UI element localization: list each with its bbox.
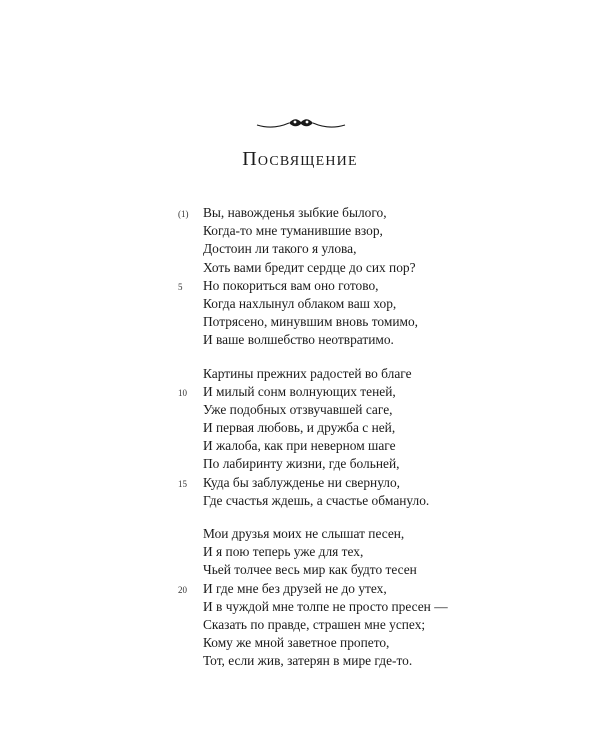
line-text: Сказать по правде, страшен мне успех; <box>203 616 426 632</box>
line-number: 10 <box>178 387 187 398</box>
line-text: Кому же мной заветное пропето, <box>203 635 390 651</box>
poem-line <box>178 204 583 222</box>
poem-line <box>203 259 583 277</box>
poem-line <box>178 580 583 598</box>
line-number: 15 <box>178 478 187 489</box>
stanza <box>178 525 583 671</box>
line-text: И в чуждой мне толпе не просто пресен — <box>203 598 448 614</box>
poem-line <box>203 543 583 561</box>
line-text: Мои друзья моих не слышат песен, <box>203 526 405 541</box>
poem-line <box>203 222 583 240</box>
poem-line <box>203 331 583 349</box>
poem-line <box>203 437 583 455</box>
line-text: Чьей толчее весь мир как будто тесен <box>203 562 417 578</box>
poem-line <box>203 295 583 313</box>
poem-line <box>203 492 583 510</box>
line-text: И жалоба, как при неверном шаге <box>203 438 396 454</box>
poem-line <box>203 652 583 670</box>
line-text: И первая любовь, и дружба с ней, <box>203 420 396 436</box>
line-text: Картины прежних радостей во благе <box>203 365 412 381</box>
line-text: Потрясено, минувшим вновь томимо, <box>203 314 419 330</box>
page-title: Посвящение <box>242 148 358 170</box>
poem-line <box>203 313 583 331</box>
poem-line <box>203 419 583 437</box>
line-number: 20 <box>178 584 187 595</box>
line-text: Когда нахлынул облаком ваш хор, <box>203 295 397 311</box>
line-text: Уже подобных отзвучавшей саге, <box>203 401 393 417</box>
poem-line <box>203 455 583 473</box>
ornament-icon <box>255 112 347 134</box>
line-text: Когда-то мне туманившие взор, <box>203 223 383 239</box>
stanza <box>178 365 583 511</box>
line-text: Достоин ли такого я улова, <box>203 241 357 257</box>
line-text: И ваше волшебство неотвратимо. <box>203 332 394 348</box>
line-number: (1) <box>178 209 189 219</box>
poem-line <box>203 401 583 419</box>
line-text: И я пою теперь уже для тех, <box>203 544 364 560</box>
poem-line <box>178 383 583 401</box>
line-text: Тот, если жив, затерян в мире где-то. <box>203 653 413 669</box>
line-text: Хоть вами бредит сердце до сих пор? <box>203 259 416 275</box>
poem-line <box>178 474 583 492</box>
line-text: И милый сонм волнующих теней, <box>203 383 396 399</box>
line-text: По лабиринту жизни, где больней, <box>203 456 400 472</box>
poem-line <box>203 598 583 616</box>
poem-line <box>203 525 583 543</box>
poem-line <box>178 277 583 295</box>
poem-line <box>203 561 583 579</box>
line-text: Но покориться вам оно готово, <box>203 277 379 293</box>
line-text: И где мне без друзей не до утех, <box>203 580 387 596</box>
line-text: Куда бы заблужденье ни свернуло, <box>203 474 401 490</box>
poem <box>178 204 583 686</box>
poem-line <box>203 240 583 258</box>
stanza <box>178 204 583 350</box>
line-number: 5 <box>178 281 183 292</box>
poem-line <box>203 616 583 634</box>
poem-line <box>203 365 583 383</box>
poem-line <box>203 634 583 652</box>
line-text: Где счастья ждешь, а счастье обмануло. <box>203 492 430 508</box>
line-text: Вы, навожденья зыбкие былого, <box>203 205 387 220</box>
